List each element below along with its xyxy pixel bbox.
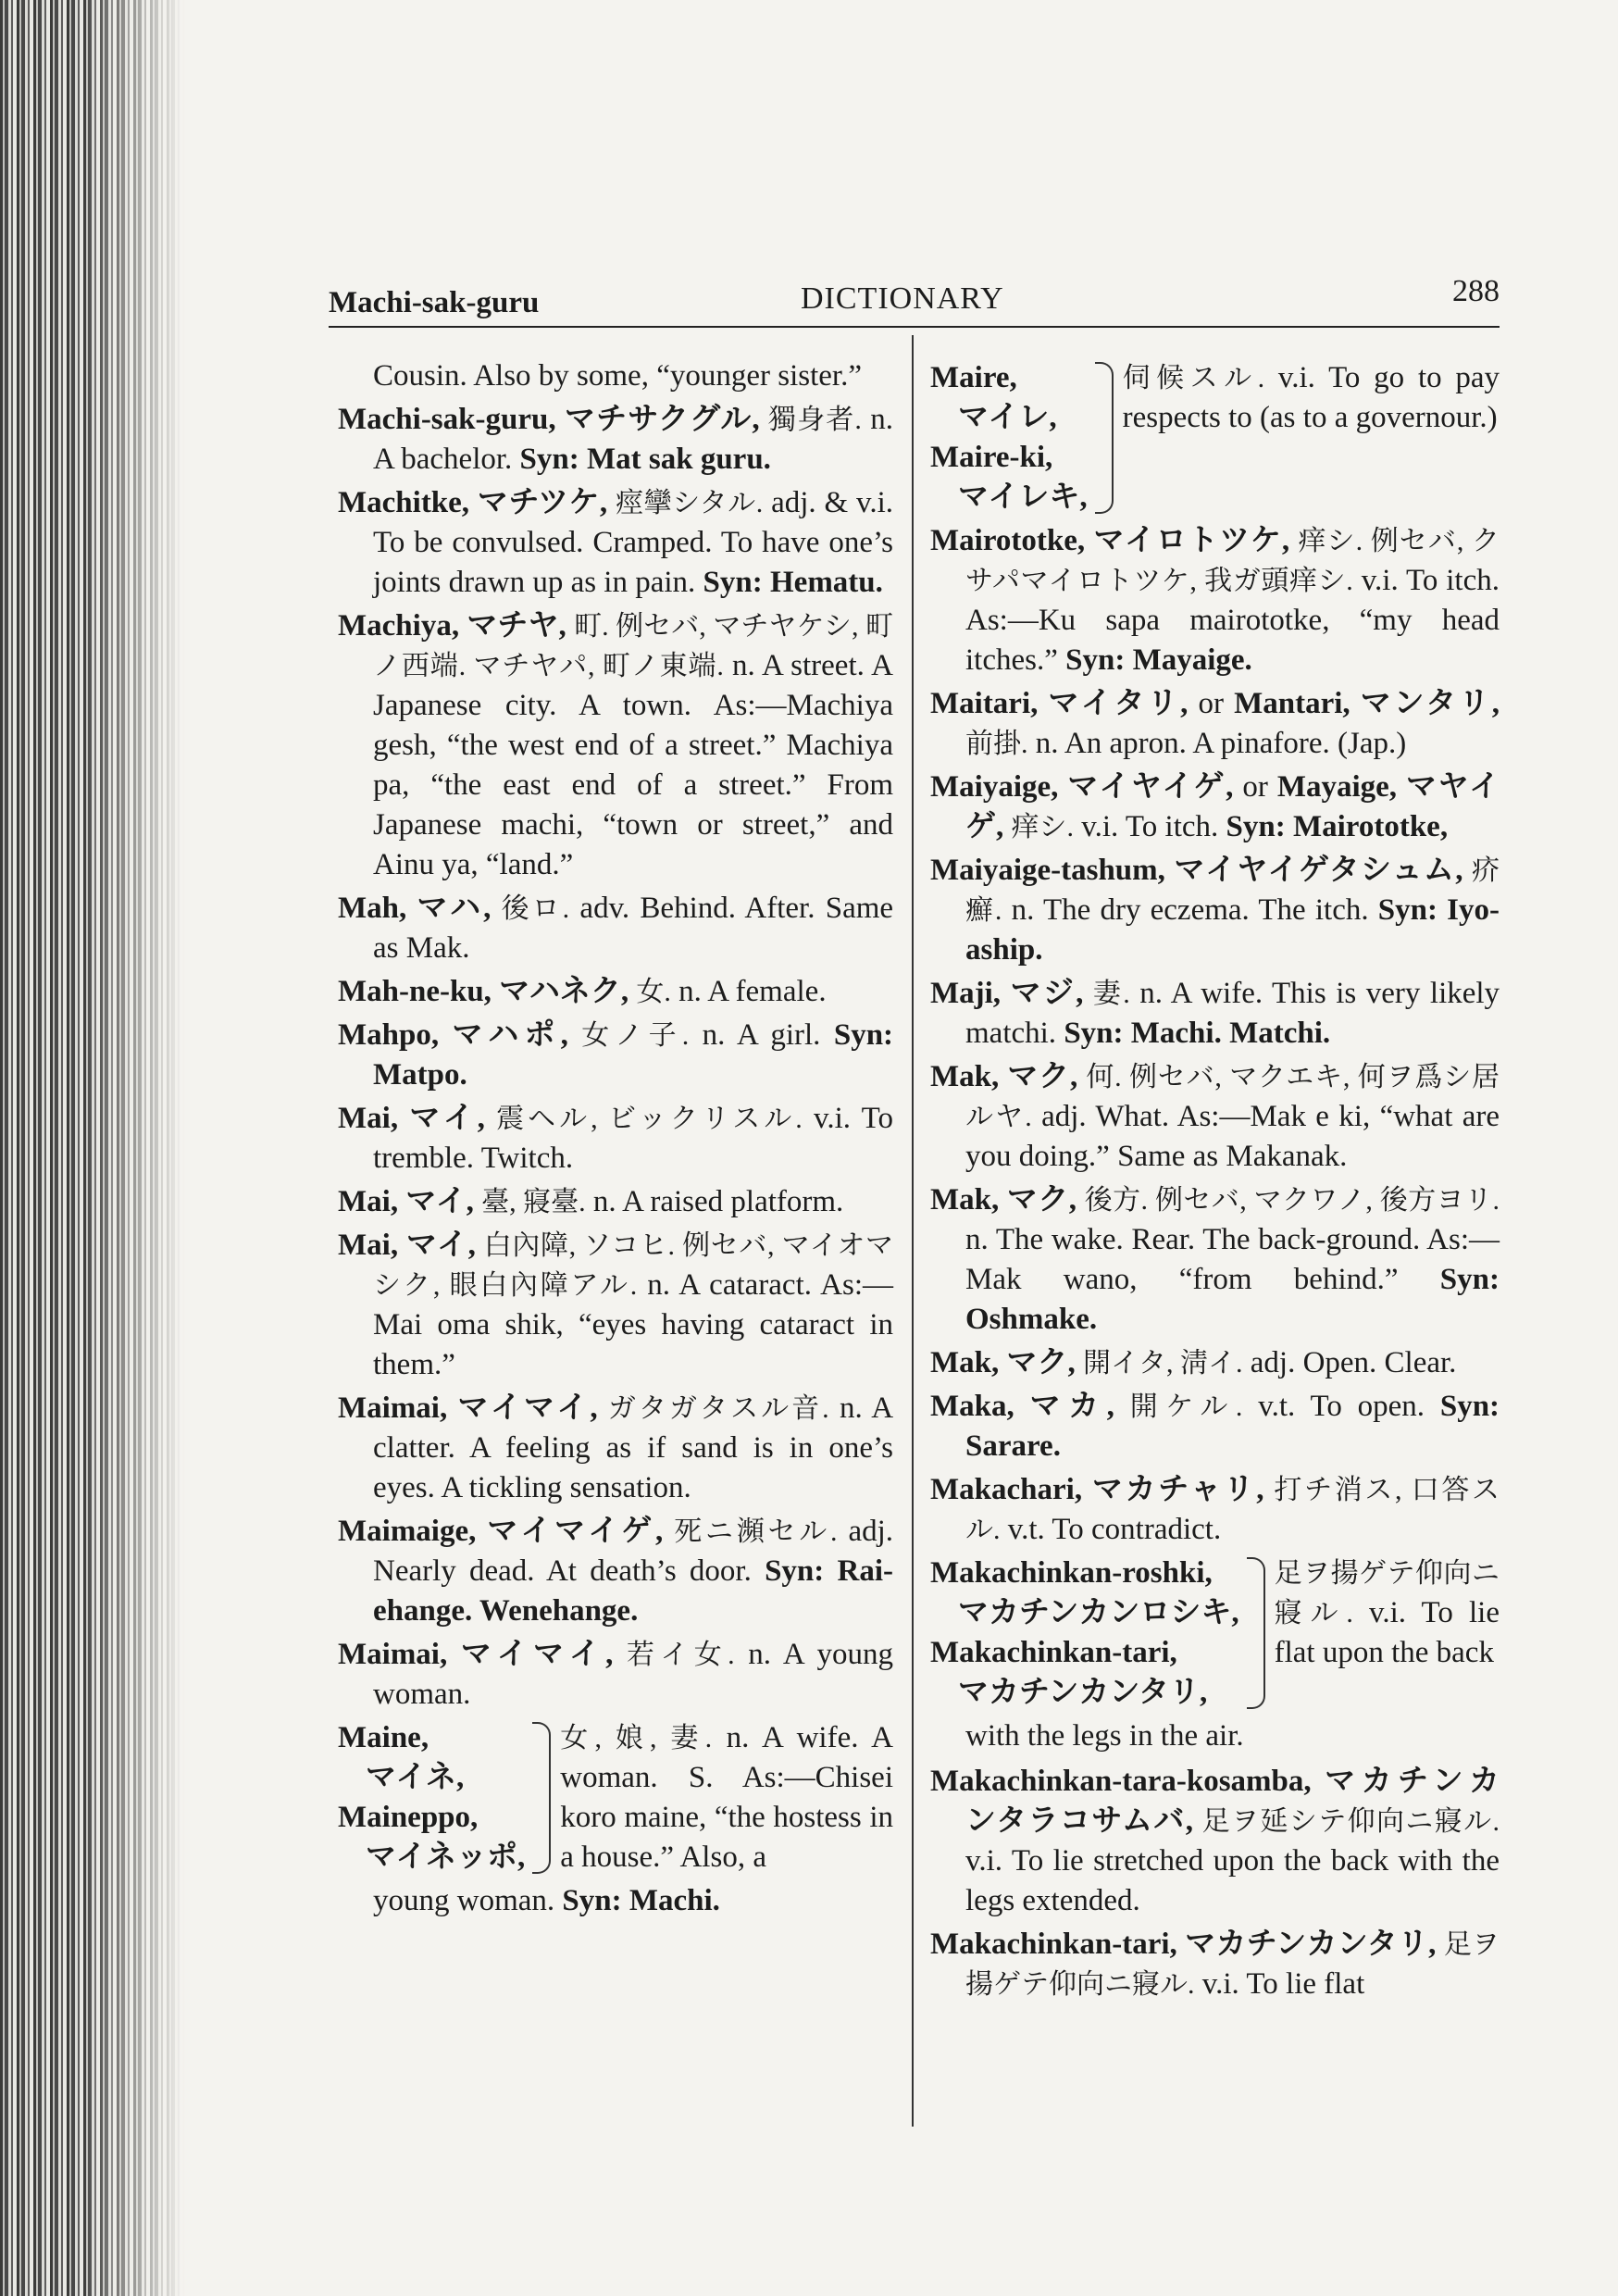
entry-makachinkan-tara-kosamba: [930, 1762, 1500, 1921]
entry-mak-what: [930, 1057, 1500, 1177]
group-headwords: [930, 1554, 1239, 1713]
kanji-gloss: ガタガタスル音.: [607, 1393, 829, 1424]
headword: Mak,: [930, 1060, 1000, 1093]
headword: Mai,: [338, 1185, 399, 1218]
brace-bracket: [1095, 362, 1114, 514]
kana: マチサクグル,: [564, 403, 760, 436]
synonym: Machi. Matchi.: [1130, 1017, 1331, 1050]
entry-maji: [930, 974, 1500, 1054]
entry-mahpo: [338, 1016, 893, 1095]
kanji-gloss: 妻.: [1092, 979, 1130, 1009]
kana: マカチンカンロシキ,: [958, 1596, 1239, 1629]
kanji-gloss: 何. 例セバ, マクエキ, 何ヲ爲シ居ルヤ.: [965, 1062, 1500, 1132]
headword: Maitari,: [930, 687, 1039, 720]
headword-alt: Mayaige,: [1276, 770, 1398, 804]
group-headwords: [338, 1718, 525, 1878]
definition: n. An apron. A pinafore. (Jap.): [1035, 727, 1407, 760]
headword: Mairototke,: [930, 524, 1086, 557]
kana: マジ,: [1010, 977, 1084, 1010]
continued-entry: Cousin. Also by some, “younger sister.”: [373, 359, 862, 393]
definition: v.t. To contradict.: [1007, 1513, 1222, 1546]
kana: マハ,: [417, 892, 492, 925]
headword: Machiya,: [338, 609, 460, 643]
headword: Makachari,: [930, 1473, 1083, 1506]
kana: マハネク,: [499, 975, 629, 1008]
definition: n. A female.: [678, 975, 827, 1008]
kanji-gloss: 後方. 例セバ, マクワノ, 後方ヨリ.: [1084, 1185, 1500, 1216]
kana: マイネ,: [366, 1761, 465, 1794]
headword: Mai,: [338, 1229, 399, 1262]
definition: adv. Behind. After. Same as Mak.: [373, 892, 894, 965]
headword: Machi-sak-guru,: [338, 403, 556, 436]
headword-alt: Mantari,: [1234, 687, 1350, 720]
entry-maiyaige-tashum: [930, 851, 1500, 970]
kanji-gloss: 痙攣シタル.: [616, 488, 764, 518]
left-column: [338, 356, 893, 1927]
definition: n. A wife. A woman. S. As:—Chisei koro maine, “the hostess in a house.” Also, a: [560, 1721, 893, 1874]
synonym: Rai-ehange. Wenehange.: [373, 1554, 893, 1628]
definition: n. A wife. This is very likely matchi.: [965, 977, 1500, 1050]
entry-machitke: [338, 483, 893, 603]
entry-mai-tremble: [338, 1099, 893, 1179]
definition: adj. Open. Clear.: [1250, 1346, 1457, 1379]
kanji-gloss: 開イタ, 淸イ.: [1083, 1348, 1243, 1379]
headword: Maka,: [930, 1390, 1014, 1423]
kanji-gloss: 痒シ.: [1011, 812, 1074, 842]
kana: マイヤイゲタシュム,: [1174, 854, 1463, 887]
kana: マカチンカンタリ,: [958, 1676, 1208, 1709]
kana: マイマイ,: [460, 1638, 614, 1671]
kanji-gloss: 震ヘル, ビックリスル.: [496, 1104, 803, 1134]
brace-bracket: [532, 1722, 551, 1874]
definition: adj. What. As:—Mak e ki, “what are you doing.” Same as Makanak.: [965, 1100, 1500, 1173]
entry-group-makachinkan: [930, 1554, 1500, 1713]
kanji-gloss: 痒シ. 例セバ, クサパマイロトツケ, 我ガ頭痒シ.: [965, 526, 1500, 596]
entry-mah: [338, 889, 893, 968]
headword: Machitke,: [338, 486, 470, 519]
kanji-gloss: 打チ消ス, 口答スル.: [965, 1475, 1500, 1545]
headword: Makachinkan-tari,: [930, 1928, 1177, 1961]
definition: v.i. To itch. As:—Ku sapa mairototke, “my head itches.”: [965, 564, 1500, 677]
right-column: [930, 356, 1500, 2008]
synonym-label: Syn:: [1439, 1390, 1500, 1423]
entry-machi-sak-guru: [338, 400, 893, 480]
definition: n. A young woman.: [373, 1638, 894, 1711]
definition: v.i. To lie flat: [1201, 1967, 1365, 2001]
page-number: 288: [1452, 274, 1500, 308]
kana: マイロトツケ,: [1093, 524, 1290, 557]
headword: Maimai,: [338, 1391, 448, 1425]
synonym: Mat sak guru.: [587, 443, 771, 476]
synonym: Hematu.: [770, 566, 883, 599]
headword: Maiyaige-tashum,: [930, 854, 1165, 887]
kana: マイヤイゲ,: [1067, 770, 1234, 804]
synonym-label: Syn:: [1439, 1263, 1500, 1296]
definition: n. The dry eczema. The itch.: [1011, 893, 1369, 927]
headword: Makachinkan-roshki,: [930, 1556, 1213, 1590]
entry-mah-ne-ku: [338, 972, 893, 1012]
kana: マイタリ,: [1048, 687, 1189, 720]
headword: Maine,: [338, 1721, 429, 1754]
kanji-gloss: 白內障, ソコヒ. 例セバ, マイオマシク, 眼白內障アル.: [373, 1230, 894, 1301]
synonym: Matpo.: [373, 1058, 467, 1092]
synonym-label: Syn:: [765, 1554, 825, 1588]
headword: Maji,: [930, 977, 1002, 1010]
kanji-gloss: 獨身者.: [768, 405, 862, 435]
entry-mai-platform: [338, 1182, 893, 1222]
kana: マイ,: [405, 1229, 476, 1262]
kana: マチツケ,: [477, 486, 608, 519]
kanji-gloss: 足ヲ揚ゲテ仰向ニ寢ル.: [965, 1929, 1500, 2000]
synonym-label: Syn:: [1226, 810, 1286, 843]
kanji-gloss: 若イ女.: [627, 1640, 735, 1670]
entry-mai-cataract: [338, 1226, 893, 1385]
definition: n. A raised platform.: [592, 1185, 844, 1218]
definition: v.t. To open.: [1258, 1390, 1425, 1423]
kana: マハポ,: [452, 1018, 568, 1052]
group-continuation: young woman. Syn: Machi.: [373, 1884, 720, 1917]
entry-mairototke: [930, 521, 1500, 680]
conjunction: or: [1198, 687, 1224, 720]
kana: マク,: [1006, 1183, 1077, 1217]
headword: Mah-ne-ku,: [338, 975, 492, 1008]
running-head: Machi-sak-guru: [329, 286, 540, 319]
definition: n. A bachelor.: [373, 403, 894, 476]
kana: マイ,: [405, 1185, 474, 1218]
kana: マイマイゲ,: [487, 1515, 664, 1548]
kana-alt: マンタリ,: [1360, 687, 1500, 720]
synonym: Iyo-aship.: [965, 893, 1500, 967]
entry-maimai-woman: [338, 1635, 893, 1715]
headword: Makachinkan-tari,: [930, 1636, 1177, 1669]
headword: Mak,: [930, 1183, 1000, 1217]
definition: n. A girl.: [702, 1018, 821, 1052]
kanji-gloss: 足ヲ延シテ仰向ニ寢ル.: [1201, 1806, 1500, 1837]
definition: v.i. To go to pay respects to (as to a governour.): [1122, 361, 1500, 434]
kana: マイレキ,: [958, 480, 1088, 514]
synonym: Sarare.: [965, 1429, 1061, 1463]
book-binding-edge: [0, 0, 185, 2296]
kanji-gloss: 開ケル.: [1129, 1391, 1243, 1422]
synonym-label: Syn:: [1064, 1017, 1124, 1050]
definition: v.i. To lie flat upon the back: [1274, 1596, 1500, 1669]
headword: Makachinkan-tara-kosamba,: [930, 1765, 1312, 1798]
headword: Mai,: [338, 1102, 399, 1135]
entry-group-maire: [930, 358, 1500, 518]
kana: マイ,: [409, 1102, 485, 1135]
kana: マイレ,: [958, 401, 1057, 434]
entry-mak-rear: [930, 1180, 1500, 1340]
kanji-gloss: 臺, 寢臺.: [481, 1187, 586, 1217]
headword: Maimai,: [338, 1638, 448, 1671]
group-continuation: with the legs in the air.: [965, 1719, 1244, 1753]
entry-mak-open: [930, 1343, 1500, 1383]
kana: マク,: [1007, 1060, 1078, 1093]
entry-maitari: [930, 684, 1500, 764]
synonym: Oshmake.: [965, 1303, 1098, 1336]
kanji-gloss: 女.: [636, 977, 671, 1007]
kana: マカチンカンタラコサムバ,: [965, 1765, 1500, 1838]
headword: Maire,: [930, 361, 1017, 394]
brace-bracket: [1247, 1557, 1265, 1709]
group-headwords: [930, 358, 1088, 518]
headword: Maineppo,: [338, 1801, 479, 1834]
entry-maimaige: [338, 1512, 893, 1631]
synonym-label: Syn:: [1065, 643, 1126, 677]
definition: n. A street. A Japanese city. A town. As:—Machiya gesh, “the west end of a street.” Machiya pa, “the east end of a street.” From Japanese machi, “town or street,” and Ainu ya, “land.”: [373, 649, 893, 881]
kanji-gloss: 疥癬.: [965, 855, 1500, 926]
entry-maka: [930, 1387, 1500, 1466]
kana: マカチャリ,: [1091, 1473, 1264, 1506]
entry-machiya: [338, 606, 893, 885]
synonym-label: Syn:: [1377, 893, 1438, 927]
definition: n. A cataract. As:—Mai oma shik, “eyes having cataract in them.”: [373, 1268, 893, 1381]
entry-makachinkan-tari: [930, 1925, 1500, 2004]
entry-group-maine: [338, 1718, 893, 1878]
entry-maimai-clatter: [338, 1389, 893, 1508]
definition: v.i. To lie stretched upon the back with the legs extended.: [965, 1844, 1500, 1917]
synonym-label: Syn:: [703, 566, 763, 599]
kana-alt: マヤイゲ,: [965, 770, 1500, 843]
kanji-gloss: 足ヲ揚ゲテ仰向ニ寢ル.: [1274, 1558, 1500, 1628]
headword: Mahpo,: [338, 1018, 440, 1052]
headword: Maimaige,: [338, 1515, 477, 1548]
synonym-label: Syn:: [562, 1884, 622, 1917]
kanji-gloss: 女ノ子.: [581, 1020, 690, 1051]
kana: マカチンカンタリ,: [1185, 1928, 1437, 1961]
page-header: [329, 261, 1500, 328]
kanji-gloss: 死ニ瀕セル.: [674, 1516, 838, 1547]
kana: マチヤ,: [467, 609, 566, 643]
kanji-gloss: 町. 例セバ, マチヤケシ, 町ノ西端. マチヤパ, 町ノ東端.: [373, 611, 894, 681]
definition: v.i. To tremble. Twitch.: [373, 1102, 894, 1175]
kanji-gloss: 前掛.: [965, 729, 1028, 759]
kana: マク,: [1006, 1346, 1076, 1379]
kana: マカ,: [1029, 1390, 1114, 1423]
headword: Mak,: [930, 1346, 1000, 1379]
kana: マイネッポ,: [366, 1841, 526, 1874]
kanji-gloss: 伺候スル.: [1122, 363, 1265, 393]
kanji-gloss: 女, 娘, 妻.: [560, 1723, 713, 1753]
definition: n. The wake. Rear. The back-ground. As:—Mak wano, “from behind.”: [965, 1223, 1500, 1296]
synonym-label: Syn:: [519, 443, 579, 476]
headword: Maiyaige,: [930, 770, 1059, 804]
synonym: Mayaige.: [1132, 643, 1252, 677]
column-divider: [912, 335, 914, 2127]
conjunction: or: [1242, 770, 1268, 804]
kana: マイマイ,: [457, 1391, 598, 1425]
definition: adj. Nearly dead. At death’s door.: [373, 1515, 894, 1588]
page-title: DICTIONARY: [801, 281, 1004, 316]
definition: n. A clatter. A feeling as if sand is in one’s eyes. A tickling sensation.: [373, 1391, 894, 1504]
kanji-gloss: 後ロ.: [501, 893, 570, 924]
synonym: Mairototke,: [1292, 810, 1449, 843]
headword: Mah,: [338, 892, 407, 925]
definition: v.i. To itch.: [1081, 810, 1219, 843]
synonym-label: Syn:: [833, 1018, 894, 1052]
synonym: Machi.: [629, 1884, 720, 1917]
entry-maiyaige: [930, 767, 1500, 847]
headword: Maire-ki,: [930, 441, 1053, 474]
entry-makachari: [930, 1470, 1500, 1550]
definition: adj. & v.i. To be convulsed. Cramped. To have one’s joints drawn up as in pain.: [373, 486, 894, 599]
